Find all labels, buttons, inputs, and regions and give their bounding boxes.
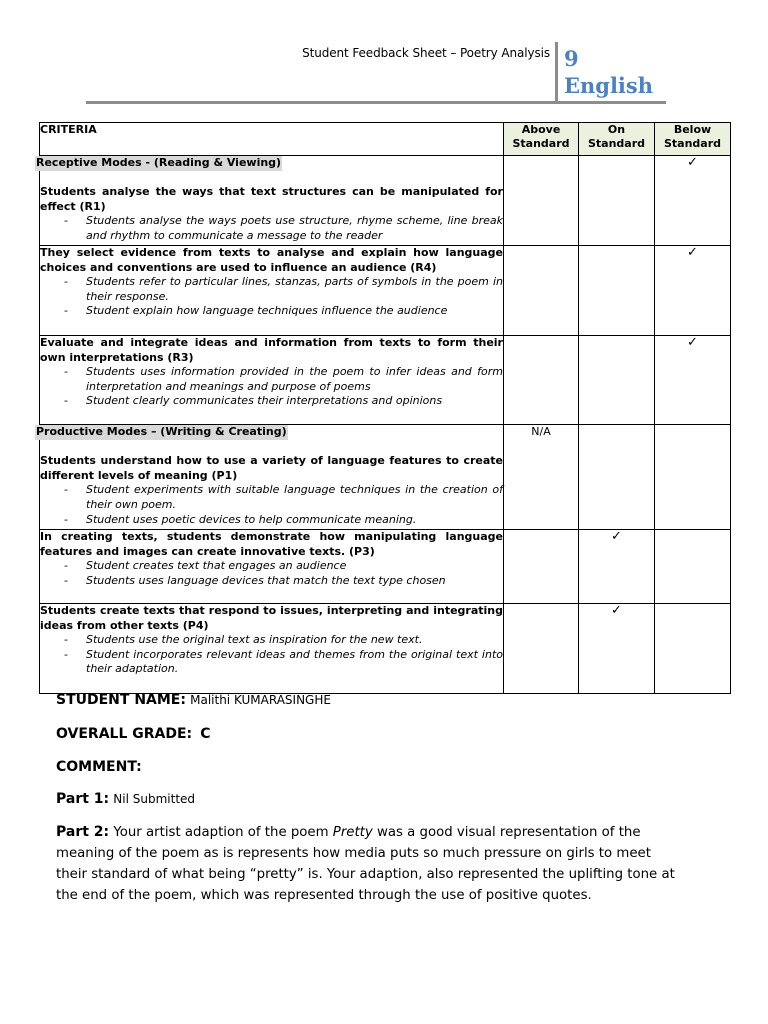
overall-grade-label: OVERALL GRADE: <box>56 726 193 742</box>
criteria-bullet: - Student creates text that engages an audience <box>64 559 347 573</box>
above-standard-cell: N/A <box>504 425 579 530</box>
above-standard-cell <box>504 530 579 604</box>
criteria-title: They select evidence from texts to analyse and explain how language choices and conventions are used to influence an audience (R4) <box>40 246 503 274</box>
below-standard-cell <box>655 604 731 694</box>
criteria-bullet: - Student uses poetic devices to help communicate meaning. <box>64 512 417 526</box>
below-standard-cell: ✓ <box>655 336 731 425</box>
criteria-bullet: - Students refer to particular lines, stanzas, parts of symbols in the poem in their response. <box>64 275 503 303</box>
above-standard-cell <box>504 246 579 336</box>
part1-label: Part 1: <box>56 791 110 807</box>
part1-text: Nil Submitted <box>113 792 196 806</box>
header-horizontal-divider <box>86 101 666 104</box>
above-standard-cell <box>504 604 579 694</box>
table-row <box>40 336 731 425</box>
comment-line <box>56 759 142 775</box>
table-row <box>40 530 731 604</box>
criteria-table <box>36 122 731 694</box>
sheet-title: Student Feedback Sheet – Poetry Analysis <box>302 46 550 60</box>
criteria-cell <box>40 604 504 694</box>
part2-paragraph <box>56 822 686 906</box>
criteria-cell <box>36 156 504 246</box>
above-standard-cell <box>504 336 579 425</box>
criteria-cell <box>36 425 504 530</box>
below-standard-header: Below Standard <box>655 123 731 156</box>
on-standard-cell <box>579 336 655 425</box>
below-standard-cell: ✓ <box>655 246 731 336</box>
criteria-bullet: - Student incorporates relevant ideas and themes from the original text into their adaptation. <box>64 647 503 676</box>
subject-name: English <box>564 73 654 98</box>
criteria-bullet: - Students uses language devices that match the text type chosen <box>64 573 446 587</box>
part1-line <box>56 791 195 807</box>
on-standard-cell: ✓ <box>579 530 655 604</box>
above-standard-cell <box>504 156 579 246</box>
criteria-cell <box>40 336 504 425</box>
below-standard-cell <box>655 425 731 530</box>
poem-title: Pretty <box>332 825 373 840</box>
student-name-line <box>56 692 331 708</box>
on-standard-cell <box>579 425 655 530</box>
on-standard-cell <box>579 246 655 336</box>
comment-label: COMMENT: <box>56 759 142 775</box>
below-standard-cell: ✓ <box>655 156 731 246</box>
on-standard-cell: ✓ <box>579 604 655 694</box>
part2-text-start: Your artist adaption of the poem <box>113 825 333 840</box>
on-standard-cell <box>579 156 655 246</box>
section-heading-productive: Productive Modes – (Writing & Creating) <box>36 425 287 438</box>
part2-text-end: was a good visual representation of the meaning of the poem as is represents how media puts so much pressure on girls to meet their standard of what being “pretty” is. Your adaption, also represented the uplifting tone at the end of the poem, which was represented through the use of positive quotes. <box>56 825 675 903</box>
year-level: 9 <box>564 46 579 71</box>
table-row <box>40 425 731 530</box>
criteria-title: Students create texts that respond to issues, interpreting and integrating ideas from other texts (P4) <box>40 604 503 632</box>
criteria-bullet: - Students analyse the ways poets use structure, rhyme scheme, line break and rhythm to communicate a message to the reader <box>64 214 503 242</box>
criteria-header: CRITERIA <box>40 123 504 156</box>
table-header-row <box>40 123 731 156</box>
criteria-bullet: - Student explain how language techniques influence the audience <box>64 304 448 318</box>
criteria-title: Students understand how to use a variety of language features to create different levels of meaning (P1) <box>40 454 503 482</box>
criteria-bullet: - Student clearly communicates their interpretations and opinions <box>64 394 443 408</box>
criteria-bullet: - Students use the original text as inspiration for the new text. <box>64 633 423 647</box>
above-standard-header: Above Standard <box>504 123 579 156</box>
criteria-title: Evaluate and integrate ideas and information from texts to form their own interpretations (R3) <box>40 336 503 364</box>
criteria-title: Students analyse the ways that text structures can be manipulated for effect (R1) <box>40 185 503 213</box>
criteria-bullet: - Students uses information provided in the poem to infer ideas and form interpretation and meanings and purpose of poems <box>64 365 503 393</box>
criteria-cell <box>40 530 504 604</box>
criteria-title: In creating texts, students demonstrate how manipulating language features and images can create innovative texts. (P3) <box>40 530 503 558</box>
criteria-cell <box>40 246 504 336</box>
table-row <box>40 156 731 246</box>
header-vertical-divider <box>555 42 558 103</box>
section-heading-receptive: Receptive Modes - (Reading & Viewing) <box>36 156 282 169</box>
criteria-bullet: - Student experiments with suitable language techniques in the creation of their own poem. <box>64 483 503 511</box>
overall-grade-value: C <box>200 726 211 742</box>
student-name-value: Malithi KUMARASINGHE <box>190 693 331 707</box>
student-name-label: STUDENT NAME: <box>56 692 186 708</box>
part2-label: Part 2: <box>56 824 110 840</box>
table-row <box>40 604 731 694</box>
below-standard-cell <box>655 530 731 604</box>
overall-grade-line <box>56 726 211 742</box>
table-row <box>40 246 731 336</box>
on-standard-header: On Standard <box>579 123 655 156</box>
